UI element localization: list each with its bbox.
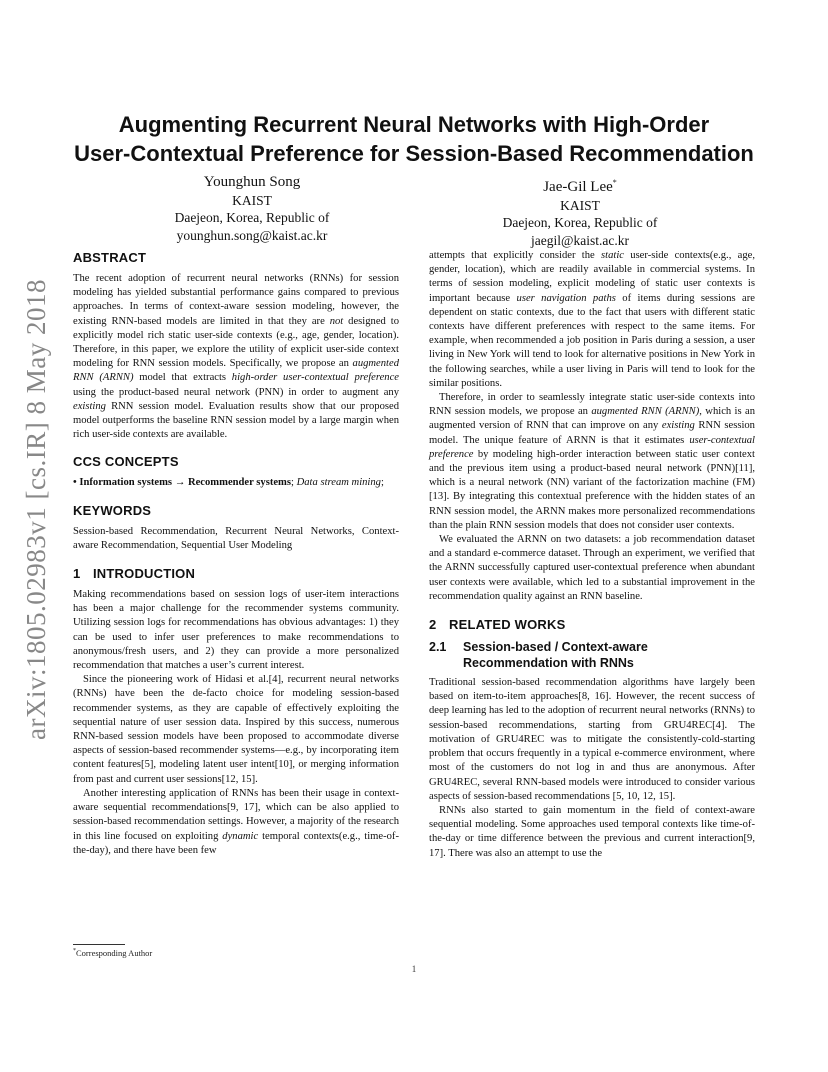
intro-paragraph-2: Since the pioneering work of Hidasi et al.[4], recurrent neural networks (RNNs) have been the de-facto choice for modeling session-based recommender systems, as they are capable of effectively exploiting the sequential nature of user session data. Inspired by this success, numerous RNN-based session models have been proposed to accommodate diverse aspects of session-based recommender systems—e.g., by incorporating item content features[5], modeling latent user intent[10], or merging information from past and current user sessions[12, 15]. — [73, 674, 399, 785]
author-name: Jae-Gil Lee* — [543, 178, 617, 195]
introduction-heading: 1 INTRODUCTION — [73, 566, 196, 582]
footnote-divider — [73, 944, 125, 945]
intro-paragraph-3: Another interesting application of RNNs has been their usage in context-aware sequential recommendations[9, 17], which can be also applied to session-based recommendation settings. However, a majority of the research in this line focused on exploiting dynamic temporal contexts(e.g., time-of-the-day), and there have been few — [73, 787, 399, 856]
author-block-1 — [102, 174, 402, 244]
subsection-heading: 2.1 Session-based / Context-aware Recommendation with RNNs — [429, 640, 648, 671]
author-location: Daejeon, Korea, Republic of — [174, 210, 330, 225]
related-paragraph-1: Traditional session-based recommendation algorithms have largely been based on item-to-item approaches[8, 16]. However, the recent success of deep learning has led to the adoption of recurrent neural networks (RNNs) to session-based recommendations, starting from GRU4REC[4]. The motivation of GRU4REC was to mitigate the consistently-cold-starting problem that occurs frequently in a typical e-commerce environment, where most of the customers do not log in and thus are anonymous. After GRU4REC, several RNN-based models were introduced to consider various aspects of session-based recommendations [5, 10, 12, 15]. — [429, 677, 755, 802]
related-paragraph-2: RNNs also started to gain momentum in the field of context-aware sequential modeling. Some approaches used temporal contexts like time-of-the-day or time difference between the previous and current interaction[9, 17]. There was also an attempt to use the — [429, 804, 755, 859]
paper-title — [60, 110, 768, 168]
keywords-text: Session-based Recommendation, Recurrent Neural Networks, Context-aware Recommendation, Sequential User Modeling — [73, 525, 399, 551]
footnote: *Corresponding Author — [73, 948, 153, 958]
author-email[interactable]: younghun.song@kaist.ac.kr — [176, 227, 328, 243]
ccs-concepts: • Information systems → Recommender systems; Data stream mining; — [73, 477, 384, 489]
intro-paragraph-1: Making recommendations based on session logs of user-item interactions has been a major challenge for the recommender systems community. Utilizing session logs for recommendations has obvious advantages: 1) they can be used to infer user preferences to make recommendations to anonymous/fresh users, and 2) they can provide a more personalized recommendation that matches a user’s current interest. — [73, 589, 399, 672]
title-line-2: User-Contextual Preference for Session-Based Recommendation — [74, 141, 754, 166]
right-column — [429, 249, 755, 861]
ccs-heading: CCS CONCEPTS — [73, 454, 179, 470]
author-name: Younghun Song — [203, 174, 301, 190]
related-works-heading: 2 RELATED WORKS — [429, 617, 566, 633]
author-email[interactable]: jaegil@kaist.ac.kr — [531, 232, 629, 248]
intro-paragraph-3-cont: attempts that explicitly consider the static user-side contexts(e.g., age, gender, location), which are readily available in commercial systems. In terms of session modeling, explicit modeling of static user contexts is important because user navigation paths of items during sessions are dependent on static contexts, due to the fact that users with different static contexts have different preferences with respect to the same items. For example, when recommended a job position in Paris during a session, a user living in New York will tend to look for alternative positions in New York in the following searches, while a user living in Paris will tend to look for the similar positions. — [429, 250, 755, 389]
author-affiliation: KAIST — [560, 197, 600, 213]
page-number: 1 — [411, 964, 417, 974]
left-column — [73, 250, 399, 858]
author-affiliation: KAIST — [232, 192, 272, 208]
author-block-2 — [430, 174, 730, 249]
title-line-1: Augmenting Recurrent Neural Networks with High-Order — [118, 112, 710, 137]
corresponding-mark: * — [612, 178, 617, 187]
intro-paragraph-5: We evaluated the ARNN on two datasets: a job recommendation dataset and a standard e-commerce dataset. Through an experiment, we verified that the ARNN successfully captured user-contextual preference when abundant user contexts were available, which led to a substantial improvement in the recommendation quality against an RNN baseline. — [429, 534, 755, 602]
abstract-heading: ABSTRACT — [73, 250, 147, 265]
author-location: Daejeon, Korea, Republic of — [502, 215, 658, 230]
keywords-heading: KEYWORDS — [73, 502, 152, 518]
abstract-text: The recent adoption of recurrent neural networks (RNNs) for session modeling has yielded substantial performance gains compared to previous approaches. In terms of context-aware session modeling, however, the existing RNN-based models are limited in that they are not designed to explicitly model rich static user-side contexts (e.g., age, gender, location). Therefore, in this paper, we explore the utility of explicit user-side context modeling for RNN session models. Specifically, we propose an augmented RNN (ARNN) model that extracts high-order user-contextual preference using the product-based neural network (PNN) in order to augment any existing RNN session model. Evaluation results show that our proposed model outperforms the baseline RNN session model by a large margin when rich user-side contexts are available. — [73, 273, 399, 441]
intro-paragraph-4: Therefore, in order to seamlessly integrate static user-side contexts into RNN session models, we propose an augmented RNN (ARNN), which is an augmented version of RNN that can improve on any existing RNN session model. The unique feature of ARNN is that it estimates user-contextual preference by modeling high-order interaction between static user context and the previous item using a product-based neural network (PNN)[11], which is a neural network (NN) variant of the factorization machine (FM)[13]. By integrating this contextual preference with the hidden states of an RNN session model, the ARNN makes more personalized recommendations than the plain RNN session models that does not consider user contexts. — [429, 392, 755, 531]
arxiv-identifier: arXiv:1805.02983v1 [cs.IR] 8 May 2018 — [21, 279, 51, 741]
